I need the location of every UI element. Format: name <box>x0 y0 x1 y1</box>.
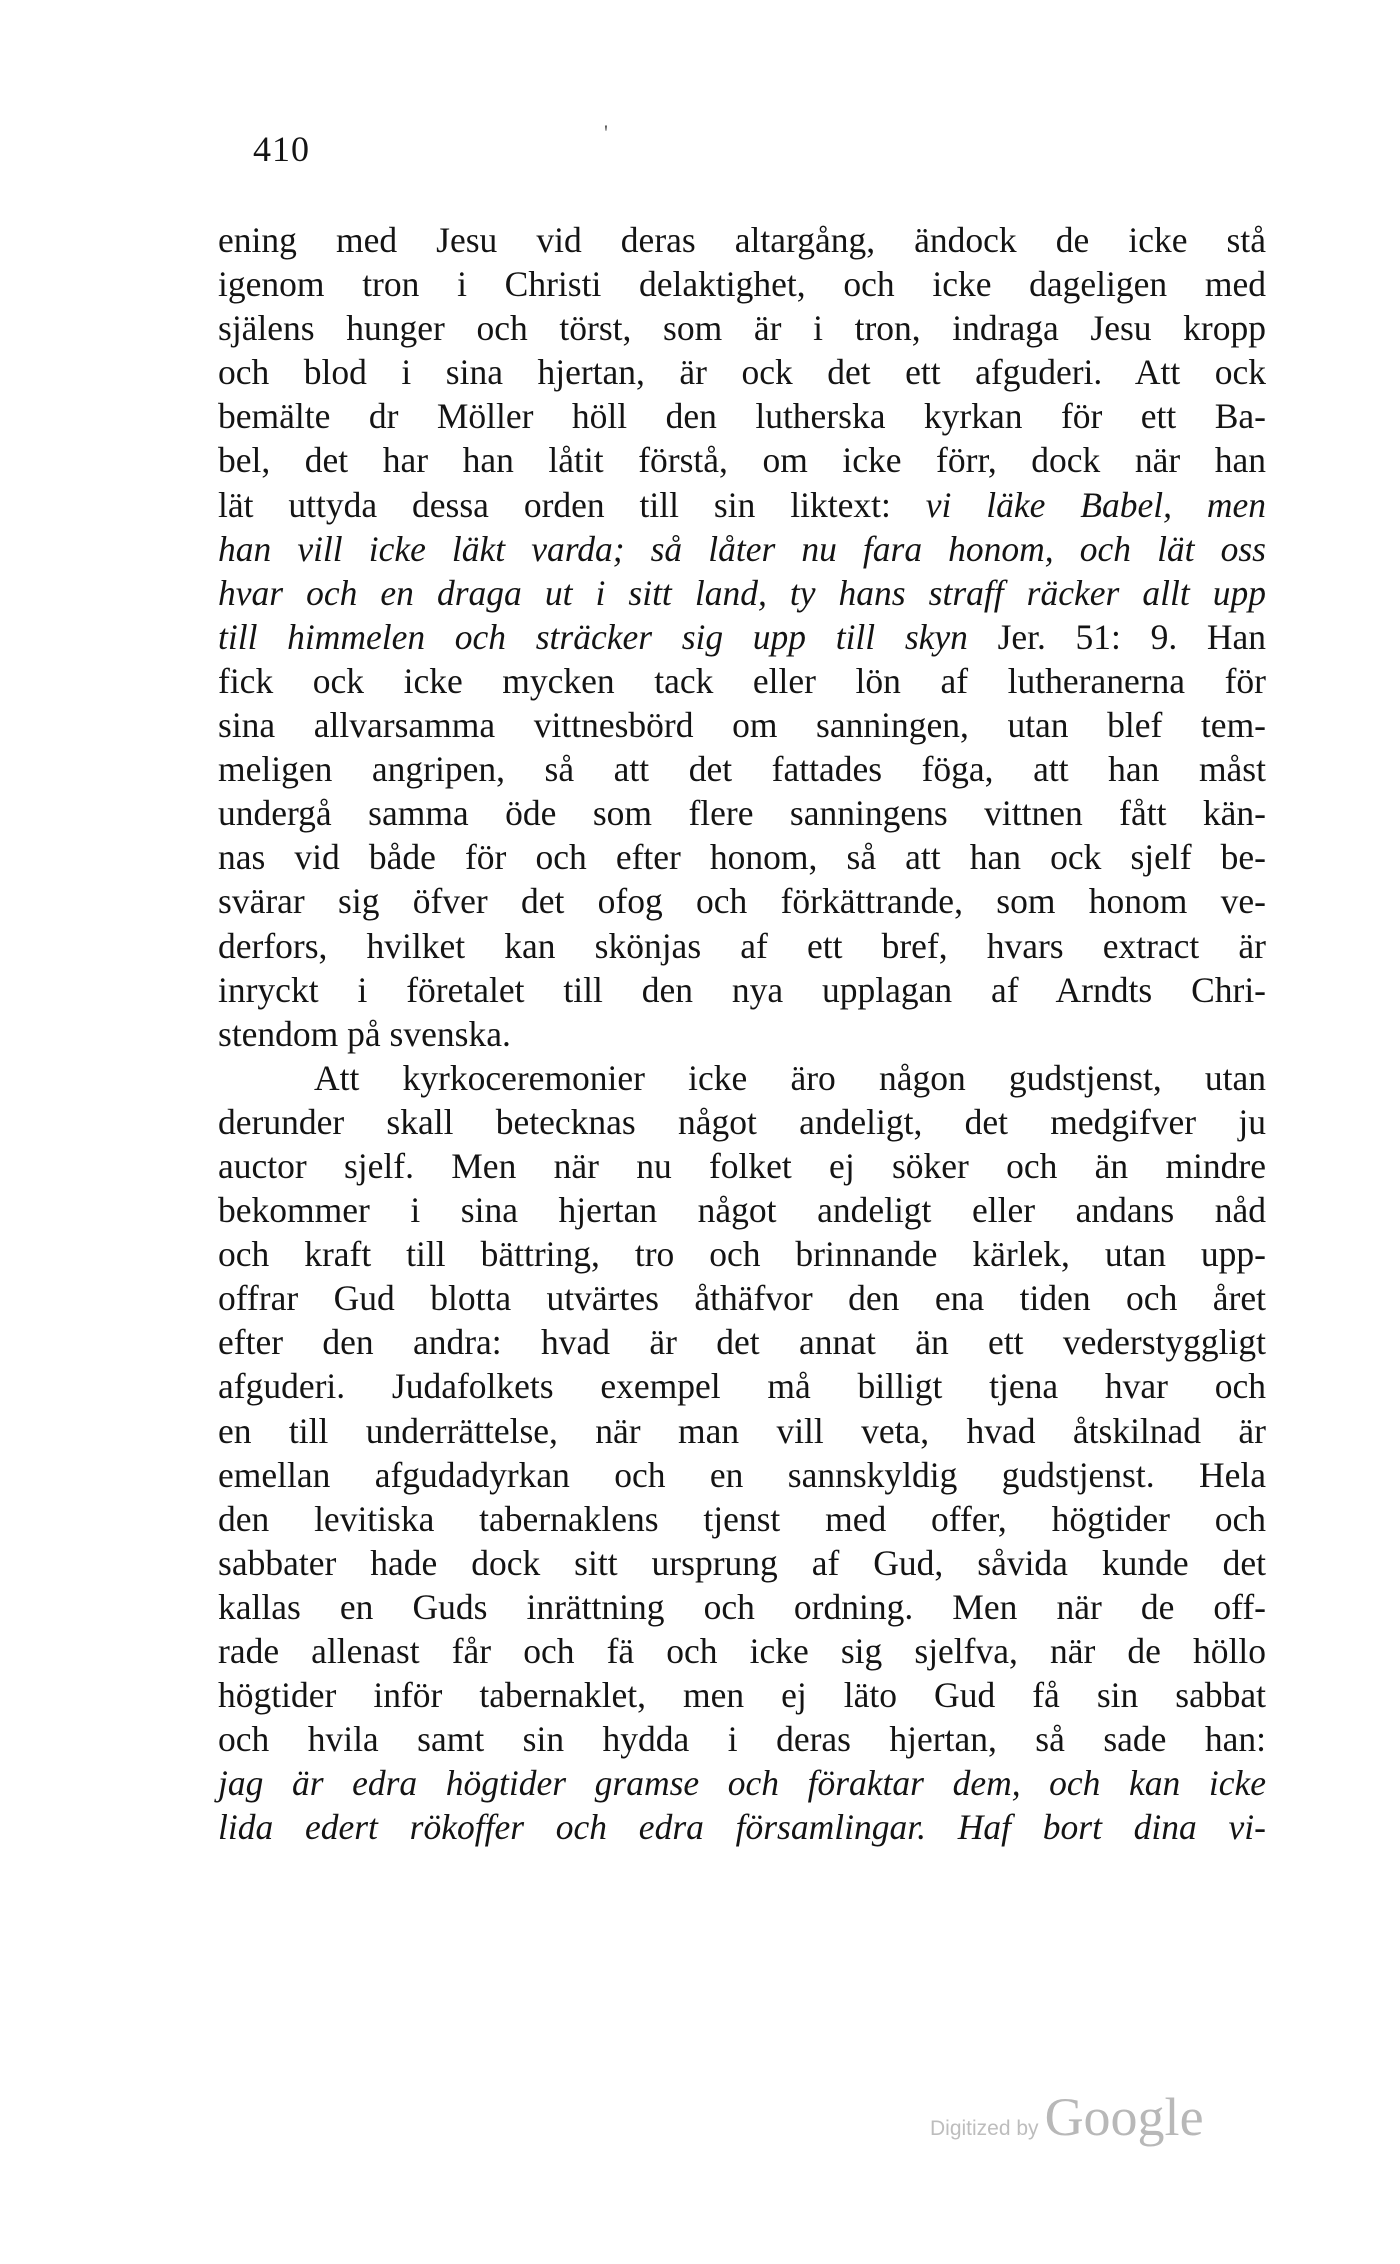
page-number: 410 <box>253 129 310 169</box>
text-segment: kallas en Guds inrättning och ordning. Men när de off- <box>218 1586 1266 1627</box>
text-segment: sina allvarsamma vittnesbörd om sanningen, utan blef tem- <box>218 705 1266 746</box>
italic-quotation: hvar och en draga ut i sitt land, ty hans straff räcker allt upp <box>218 572 1266 613</box>
stray-ink-mark: ' <box>604 120 608 145</box>
text-line <box>218 1056 1266 1100</box>
text-segment: meligen angripen, så att det fattades föga, att han måst <box>218 749 1266 790</box>
text-segment: Att kyrkoceremonier icke äro någon gudstjenst, utan <box>314 1057 1266 1098</box>
body-text <box>218 218 1266 1849</box>
google-logo: Google <box>1044 2087 1204 2147</box>
text-line <box>218 1453 1266 1497</box>
text-line <box>218 1673 1266 1717</box>
text-line <box>218 791 1266 835</box>
text-segment: auctor sjelf. Men när nu folket ej söker och än mindre <box>218 1145 1266 1186</box>
text-line <box>218 1409 1266 1453</box>
text-segment: igenom tron i Christi delaktighet, och icke dageligen med <box>218 264 1266 305</box>
text-segment: bekommer i sina hjertan något andeligt eller andans nåd <box>218 1190 1266 1231</box>
text-line <box>218 306 1266 350</box>
italic-quotation: till himmelen och sträcker sig upp till skyn <box>218 616 968 657</box>
italic-quotation: han vill icke läkt varda; så låter nu fara honom, och lät oss <box>218 528 1266 569</box>
text-line <box>218 394 1266 438</box>
text-segment: sabbater hade dock sitt ursprung af Gud, såvida kunde det <box>218 1542 1266 1583</box>
text-segment: svärar sig öfver det ofog och förkättrande, som honom ve- <box>218 881 1266 922</box>
text-segment: bemälte dr Möller höll den lutherska kyrkan för ett Ba- <box>218 396 1266 437</box>
text-line <box>218 483 1266 527</box>
text-line <box>218 1761 1266 1805</box>
digitized-by-label: Digitized by <box>930 2117 1039 2140</box>
text-line <box>218 1320 1266 1364</box>
text-line <box>218 879 1266 923</box>
text-line <box>218 1805 1266 1849</box>
text-segment: derfors, hvilket kan skönjas af ett bref, hvars extract är <box>218 925 1266 966</box>
text-segment: bel, det har han låtit förstå, om icke förr, dock när han <box>218 440 1266 481</box>
text-segment: och kraft till bättring, tro och brinnande kärlek, utan upp- <box>218 1234 1266 1275</box>
text-line <box>218 1717 1266 1761</box>
digitization-watermark <box>930 2086 1204 2148</box>
text-segment: rade allenast får och fä och icke sig sjelfva, när de höllo <box>218 1631 1266 1671</box>
text-line <box>218 659 1266 703</box>
text-line <box>218 218 1266 262</box>
text-segment: själens hunger och törst, som är i tron, indraga Jesu kropp <box>218 308 1266 349</box>
text-segment: efter den andra: hvad är det annat än ett vederstyggligt <box>218 1322 1266 1363</box>
text-line <box>218 1188 1266 1232</box>
text-segment: en till underrättelse, när man vill veta, hvad åtskilnad är <box>218 1410 1266 1451</box>
text-line <box>218 1012 1266 1056</box>
text-line <box>218 615 1266 659</box>
text-segment: och blod i sina hjertan, är ock det ett afguderi. Att ock <box>218 352 1266 393</box>
text-line <box>218 1144 1266 1188</box>
italic-quotation: lida edert rökoffer och edra församlingar. Haf bort dina vi- <box>218 1807 1266 1848</box>
text-line <box>218 924 1266 968</box>
text-segment: Jer. 51: 9. Han <box>967 616 1266 657</box>
text-line <box>218 350 1266 394</box>
text-line <box>218 527 1266 571</box>
text-line <box>218 1585 1266 1629</box>
text-line <box>218 1364 1266 1408</box>
text-segment: undergå samma öde som flere sanningens vittnen fått kän- <box>218 793 1266 834</box>
text-line <box>218 835 1266 879</box>
text-line <box>218 262 1266 306</box>
text-segment: ening med Jesu vid deras altargång, ändock de icke stå <box>218 220 1266 260</box>
text-segment: derunder skall betecknas något andeligt, det medgifver ju <box>218 1101 1266 1142</box>
text-segment: offrar Gud blotta utvärtes åthäfvor den ena tiden och året <box>218 1278 1266 1319</box>
text-line <box>218 1276 1266 1320</box>
text-line <box>218 438 1266 482</box>
italic-quotation: jag är edra högtider gramse och föraktar dem, och kan icke <box>218 1763 1266 1804</box>
text-line <box>218 1541 1266 1585</box>
text-segment: afguderi. Judafolkets exempel må billigt tjena hvar och <box>218 1366 1266 1407</box>
text-segment: den levitiska tabernaklens tjenst med offer, högtider och <box>218 1498 1266 1539</box>
text-line <box>218 968 1266 1012</box>
text-line <box>218 747 1266 791</box>
text-line <box>218 571 1266 615</box>
italic-quotation: vi läke Babel, men <box>925 484 1266 525</box>
text-line <box>218 1100 1266 1144</box>
text-line <box>218 703 1266 747</box>
text-segment: emellan afgudadyrkan och en sannskyldig gudstjenst. Hela <box>218 1454 1266 1495</box>
text-segment: nas vid både för och efter honom, så att han ock sjelf be- <box>218 837 1266 878</box>
text-line <box>218 1232 1266 1276</box>
text-segment: lät uttyda dessa orden till sin liktext: <box>218 484 926 525</box>
text-segment: fick ock icke mycken tack eller lön af lutheranerna för <box>218 660 1266 701</box>
text-line <box>218 1629 1266 1673</box>
text-segment: högtider inför tabernaklet, men ej läto Gud få sin sabbat <box>218 1675 1266 1716</box>
text-segment: och hvila samt sin hydda i deras hjertan, så sade han: <box>218 1719 1266 1760</box>
text-line <box>218 1497 1266 1541</box>
text-segment: inryckt i företalet till den nya upplagan af Arndts Chri- <box>218 969 1266 1010</box>
text-segment: stendom på svenska. <box>218 1013 511 1054</box>
